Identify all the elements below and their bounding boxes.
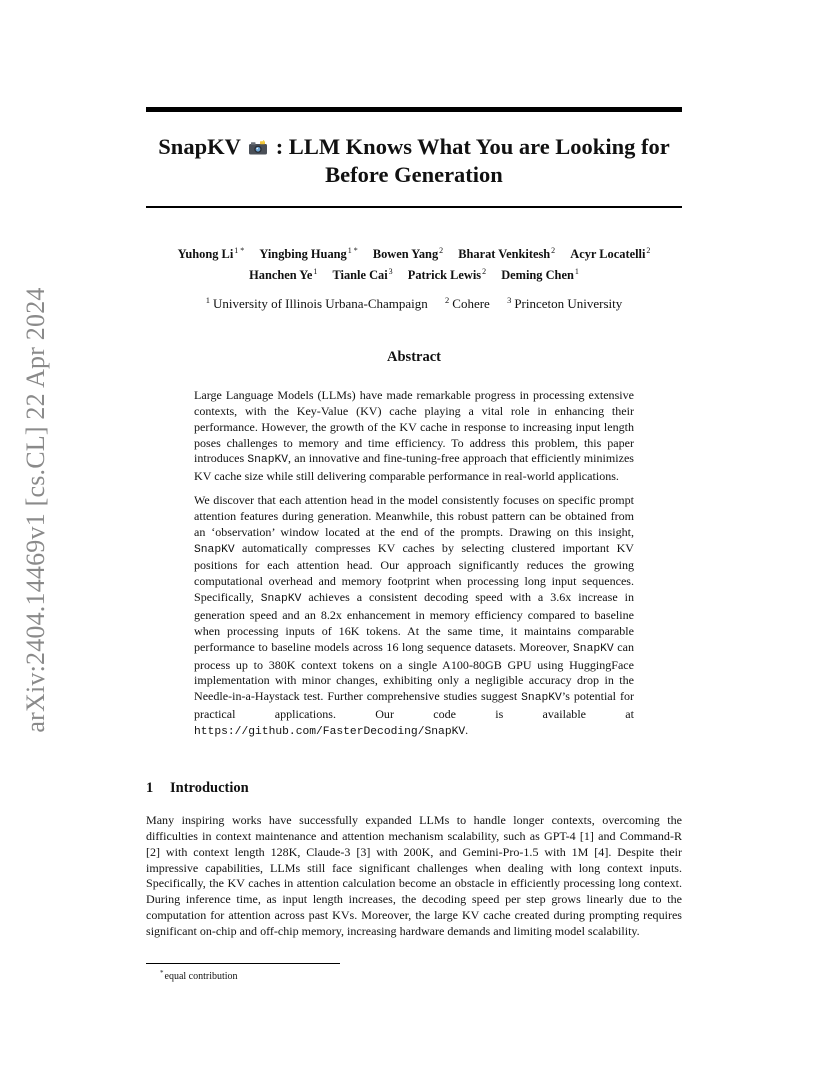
title-bottom-rule	[146, 206, 682, 208]
author-affiliation-mark: 2	[439, 246, 444, 255]
method-name-code: SnapKV	[573, 642, 614, 655]
author	[501, 268, 579, 282]
abstract-text: can process up to 380K context tokens on a single A100-80GB GPU using HuggingFace implementation with minor changes, exhibiting only a negligible accuracy drop in the Needle-in-a-Haystack test. Further comprehensive studies suggest	[194, 639, 634, 704]
arxiv-identifier-stamp: arXiv:2404.14469v1 [cs.CL] 22 Apr 2024	[21, 287, 50, 733]
author-name: Tianle Cai	[332, 268, 388, 282]
author-name: Hanchen Ye	[249, 268, 313, 282]
title-top-rule	[146, 107, 682, 112]
affiliation-mark: 1	[205, 295, 210, 305]
abstract-text: achieves a consistent decoding speed with a 3.6x increase in generation speed and an 8.2x enhancement in memory efficiency compared to baseline when processing inputs of 16K tokens. At the same time, it maintains comparable performance to baseline models across 16 long sequence datasets. Moreover,	[194, 590, 634, 654]
footnote	[160, 967, 238, 983]
author-affiliation-mark: 1	[313, 267, 318, 276]
author-name: Yuhong Li	[177, 247, 234, 261]
author	[178, 247, 245, 261]
affiliation-name: Princeton University	[514, 296, 623, 311]
author	[259, 247, 357, 261]
method-name-code: SnapKV	[247, 454, 289, 467]
abstract-text: , an innovative and fine-tuning-free approach that efficiently minimizes KV cache size while still delivering comparable performance in real-world applications.	[194, 451, 634, 484]
abstract-text: automatically compresses KV caches by selecting clustered important KV positions for each attention head. Our approach significantly reduces the growing computational overhead and memory footprint when processing long input sequences. Specifically,	[194, 540, 634, 605]
author-affiliation-mark: 3	[388, 267, 393, 276]
author-affiliation-mark: 2	[646, 246, 651, 255]
abstract-body	[194, 388, 634, 749]
abstract-text: We discover that each attention head in the model consistently focuses on specific prompt attention features during generation. Meanwhile, this robust pattern can be obtained from an ‘observation’ window located at the end of the prompts. Drawing on this insight,	[194, 493, 634, 539]
method-name-code: SnapKV	[260, 593, 302, 606]
author-name: Bowen Yang	[372, 247, 439, 261]
author	[373, 247, 443, 261]
author-affiliation-mark: 1 *	[234, 246, 245, 255]
affiliation	[206, 296, 428, 311]
abstract-paragraph-1	[194, 388, 634, 485]
affiliation	[445, 296, 490, 311]
title-subtitle: : LLM Knows What You are Looking for Before Generation	[275, 134, 670, 187]
section-heading-introduction	[146, 779, 682, 797]
author-name: Deming Chen	[501, 268, 574, 282]
footnote-mark: *	[160, 969, 164, 977]
affiliation-mark: 3	[507, 295, 512, 305]
author	[458, 247, 555, 261]
introduction-paragraph: Many inspiring works have successfully expanded LLMs to handle longer contexts, overcoming the difficulties in context maintenance and attention mechanism scalability, such as GPT-4 [1] and Command-R [2] with context length 128K, Claude-3 [3] with 200K, and Gemini-Pro-1.5 with 1M [4]. Despite their impressive capabilities, LLMs still face significant challenges when dealing with long context inputs. Specifically, the KV caches in attention calculation become an obstacle in efficiently processing long context. During inference time, as input length increases, the decoding speed per step grows linearly due to the computation for attention across past KVs. Moreover, the large KV cache created during prompting requires significant on-chip and off-chip memory, increasing hardware demands and limiting model scalability.	[146, 813, 682, 938]
title-name: SnapKV	[158, 134, 241, 159]
affiliation-name: University of Illinois Urbana-Champaign	[212, 296, 428, 311]
code-repository-link[interactable]: https://github.com/FasterDecoding/SnapKV	[194, 725, 466, 738]
abstract-text: .	[465, 722, 469, 737]
affiliation-mark: 2	[445, 295, 450, 305]
author-name: Yingbing Huang	[259, 247, 347, 261]
section-number: 1	[146, 780, 154, 796]
author-name: Bharat Venkitesh	[458, 247, 551, 261]
author	[332, 268, 392, 282]
affiliation-name: Cohere	[452, 296, 490, 311]
affiliation-list	[146, 291, 682, 313]
author	[249, 268, 317, 282]
affiliation	[507, 296, 622, 311]
author-list	[146, 242, 682, 284]
abstract-text: Large Language Models (LLMs) have made remarkable progress in processing extensive contexts, with the Key-Value (KV) cache playing a vital role in enhancing their performance. However, the growth of the KV cache in response to increasing input length poses challenges to memory and time efficiency. To address this problem, this paper introduces	[194, 388, 634, 466]
section-title: Introduction	[170, 780, 249, 796]
author-name: Patrick Lewis	[407, 268, 482, 282]
method-name-code: SnapKV	[521, 692, 562, 705]
method-name-code: SnapKV	[194, 543, 235, 556]
author-name: Acyr Locatelli	[570, 247, 646, 261]
author	[408, 268, 486, 282]
author-affiliation-mark: 1 *	[347, 246, 358, 255]
author-affiliation-mark: 2	[482, 267, 487, 276]
camera-flash-icon	[248, 134, 268, 149]
abstract-paragraph-2	[194, 493, 634, 741]
paper-title	[146, 133, 682, 189]
author-affiliation-mark: 2	[551, 246, 556, 255]
abstract-heading: Abstract	[387, 349, 441, 365]
abstract-text: ’s potential for practical applications. Our code is available at	[194, 689, 634, 722]
author-affiliation-mark: 1	[574, 267, 579, 276]
footnote-text: equal contribution	[164, 971, 238, 982]
footnote-rule	[146, 963, 340, 964]
author	[570, 247, 650, 261]
